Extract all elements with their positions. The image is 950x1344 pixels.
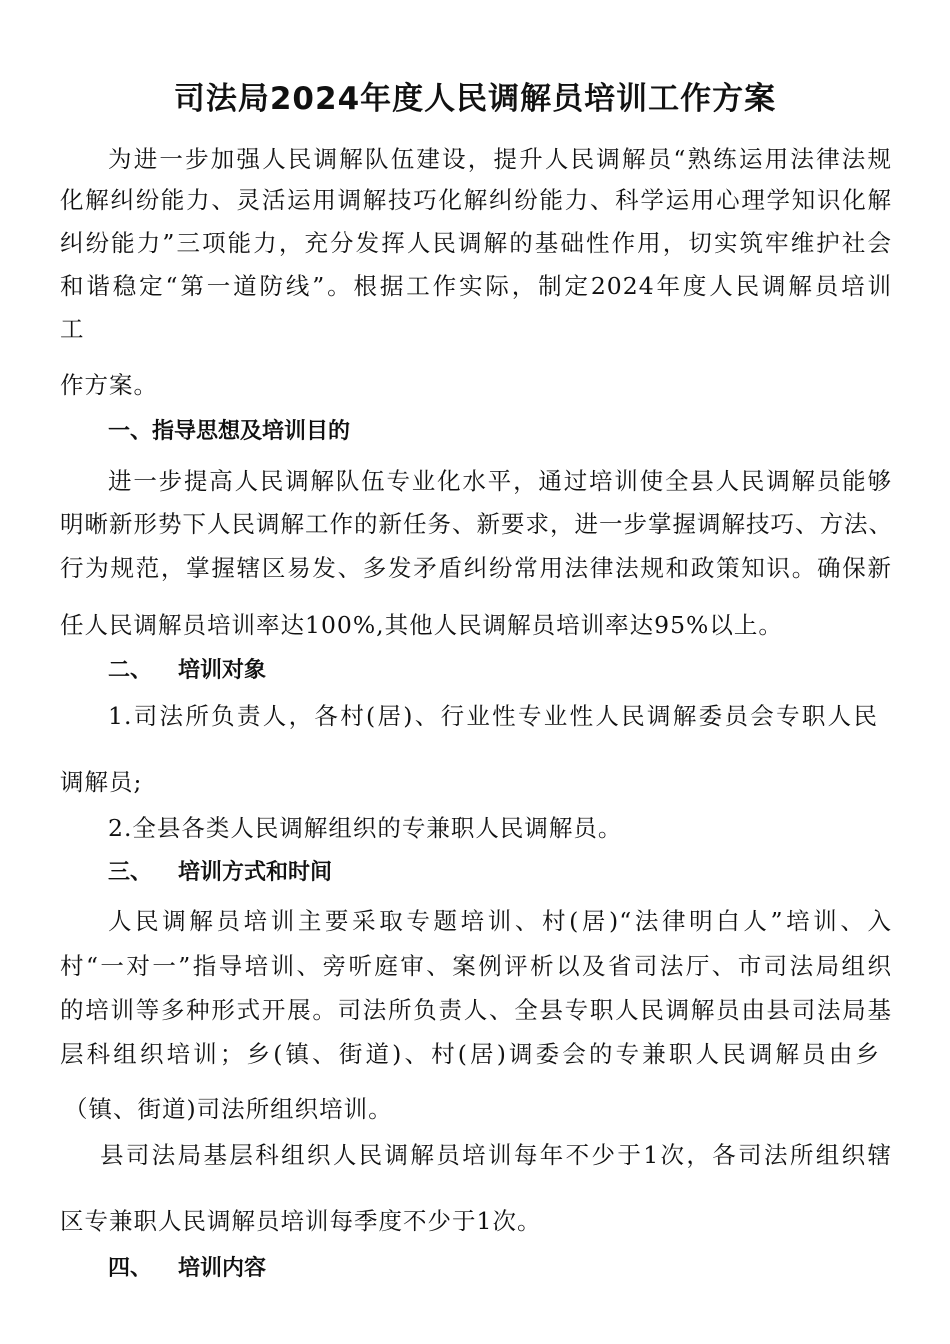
paragraph-line: （镇、街道)司法所组织培训。 [64,1095,393,1123]
intro-line: 和谐稳定“第一道防线”。根据工作实际，制定2024年度人民调解员培训 [60,272,892,300]
section-number: 二、 [108,658,153,683]
intro-line: 为进一步加强人民调解队伍建设，提升人民调解员“熟练运用法律法规 [108,145,892,173]
section-number: 一、 [108,419,153,444]
intro-line: 化解纠纷能力、灵活运用调解技巧化解纠纷能力、科学运用心理学知识化解 [60,186,892,214]
section-heading [108,1254,266,1284]
section-heading [108,656,266,686]
section-number: 三、 [108,860,153,885]
section-heading-text: 培训对象 [178,658,267,683]
paragraph-line: 1.司法所负责人，各村(居)、行业性专业性人民调解委员会专职人民 [108,702,878,730]
document-title: 司法局2024年度人民调解员培训工作方案 [173,81,777,117]
section-heading-text: 培训内容 [178,1256,267,1281]
paragraph-line: 任人民调解员培训率达100%,其他人民调解员培训率达95%以上。 [60,611,783,639]
paragraph-line: 行为规范，掌握辖区易发、多发矛盾纠纷常用法律法规和政策知识。确保新 [60,554,892,582]
paragraph-line: 人民调解员培训主要采取专题培训、村(居)“法律明白人”培训、入 [108,907,892,935]
paragraph-line: 明晰新形势下人民调解工作的新任务、新要求，进一步掌握调解技巧、方法、 [60,510,893,538]
paragraph-line: 2.全县各类人民调解组织的专兼职人民调解员。 [108,814,623,842]
section-heading [108,417,350,447]
intro-line: 作方案。 [60,371,158,399]
paragraph-line: 县司法局基层科组织人民调解员培训每年不少于1次，各司法所组织辖 [100,1141,892,1169]
paragraph-line: 进一步提高人民调解队伍专业化水平，通过培训使全县人民调解员能够 [108,467,892,495]
paragraph-line: 村“一对一”指导培训、旁听庭审、案例评析以及省司法厅、市司法局组织 [60,952,892,980]
intro-line: 纠纷能力”三项能力，充分发挥人民调解的基础性作用，切实筑牢维护社会 [60,229,892,257]
paragraph-line: 调解员; [60,768,143,796]
paragraph-line: 层科组织培训；乡(镇、街道)、村(居)调委会的专兼职人民调解员由乡 [60,1040,880,1068]
intro-line: 工 [60,315,85,343]
section-heading-text: 培训方式和时间 [178,860,333,885]
section-number: 四、 [108,1256,153,1281]
paragraph-line: 的培训等多种形式开展。司法所负责人、全县专职人民调解员由县司法局基 [60,996,892,1024]
section-heading [108,858,332,888]
section-heading-text: 指导思想及培训目的 [152,419,351,444]
paragraph-line: 区专兼职人民调解员培训每季度不少于1次。 [60,1207,542,1235]
